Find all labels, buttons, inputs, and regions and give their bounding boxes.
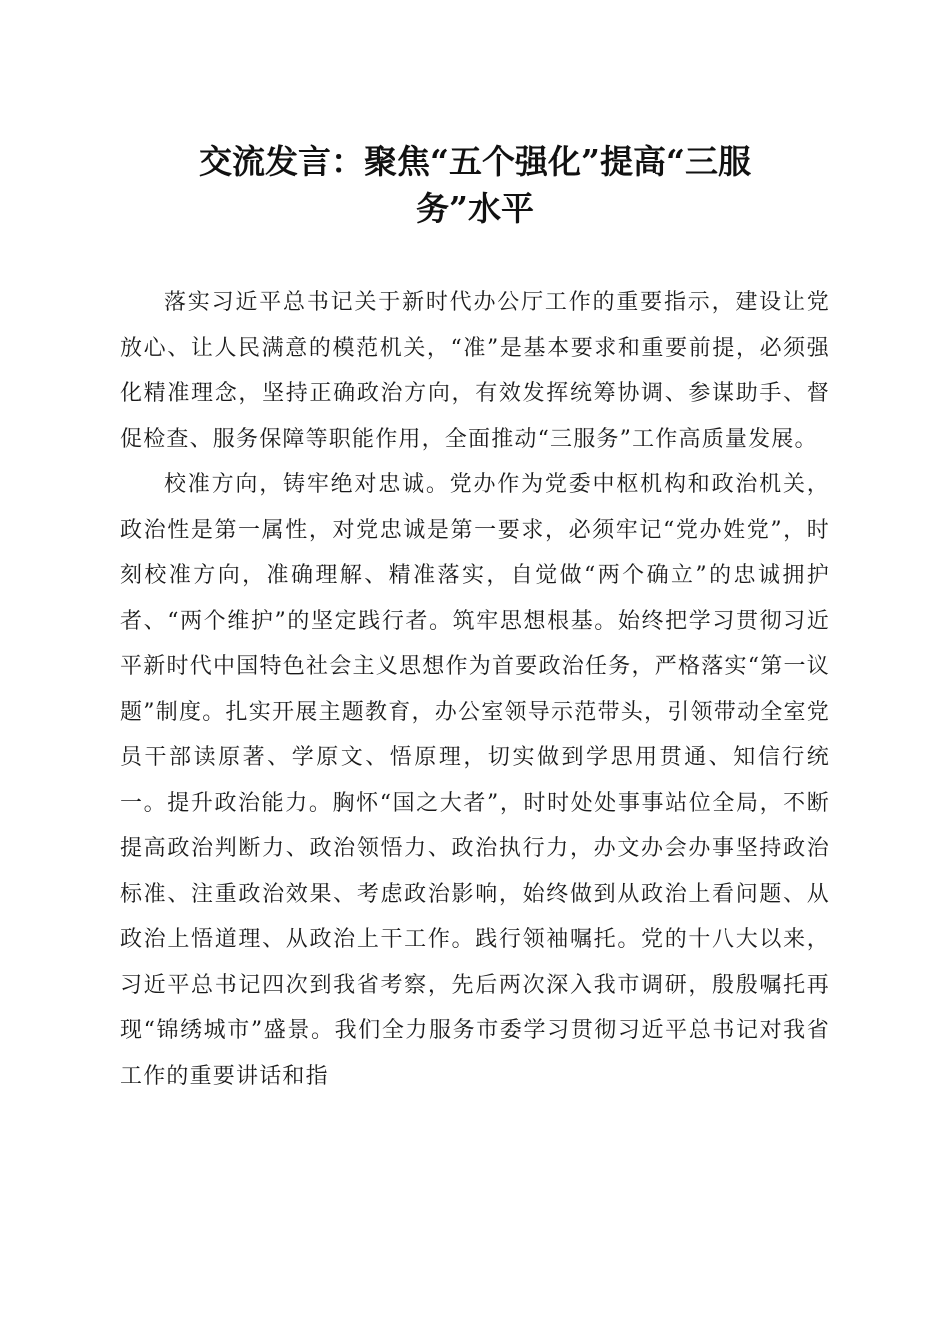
- paragraph-calibrate-direction: 校准方向，铸牢绝对忠诚。党办作为党委中枢机构和政治机关，政治性是第一属性，对党忠诚是第一要求，必须牢记“党办姓党”，时刻校准方向，准确理解、精准落实，自觉做“两个确立”的忠诚拥护者、“两个维护”的坚定践行者。筑牢思想根基。始终把学习贯彻习近平新时代中国特色社会主义思想作为首要政治任务，严格落实“第一议题”制度。扎实开展主题教育，办公室领导示范带头，引领带动全室党员干部读原著、学原文、悟原理，切实做到学思用贯通、知信行统一。提升政治能力。胸怀“国之大者”，时时处处事事站位全局，不断提高政治判断力、政治领悟力、政治执行力，办文办会办事坚持政治标准、注重政治效果、考虑政治影响，始终做到从政治上看问题、从政治上悟道理、从政治上干工作。践行领袖嘱托。党的十八大以来，习近平总书记四次到我省考察，先后两次深入我市调研，殷殷嘱托再现“锦绣城市”盛景。我们全力服务市委学习贯彻习近平总书记对我省工作的重要讲话和指: [120, 472, 830, 1089]
- document-body: [120, 280, 830, 1099]
- paragraph-intro: 落实习近平总书记关于新时代办公厅工作的重要指示，建设让党放心、让人民满意的模范机关，“准”是基本要求和重要前提，必须强化精准理念，坚持正确政治方向，有效发挥统筹协调、参谋助手、督促检查、服务保障等职能作用，全面推动“三服务”工作高质量发展。: [120, 290, 830, 452]
- title-line-1: 交流发言：聚焦“五个强化”提高“三服: [199, 142, 751, 181]
- title-line-2: 务”水平: [416, 189, 534, 228]
- document-title: [140, 138, 810, 232]
